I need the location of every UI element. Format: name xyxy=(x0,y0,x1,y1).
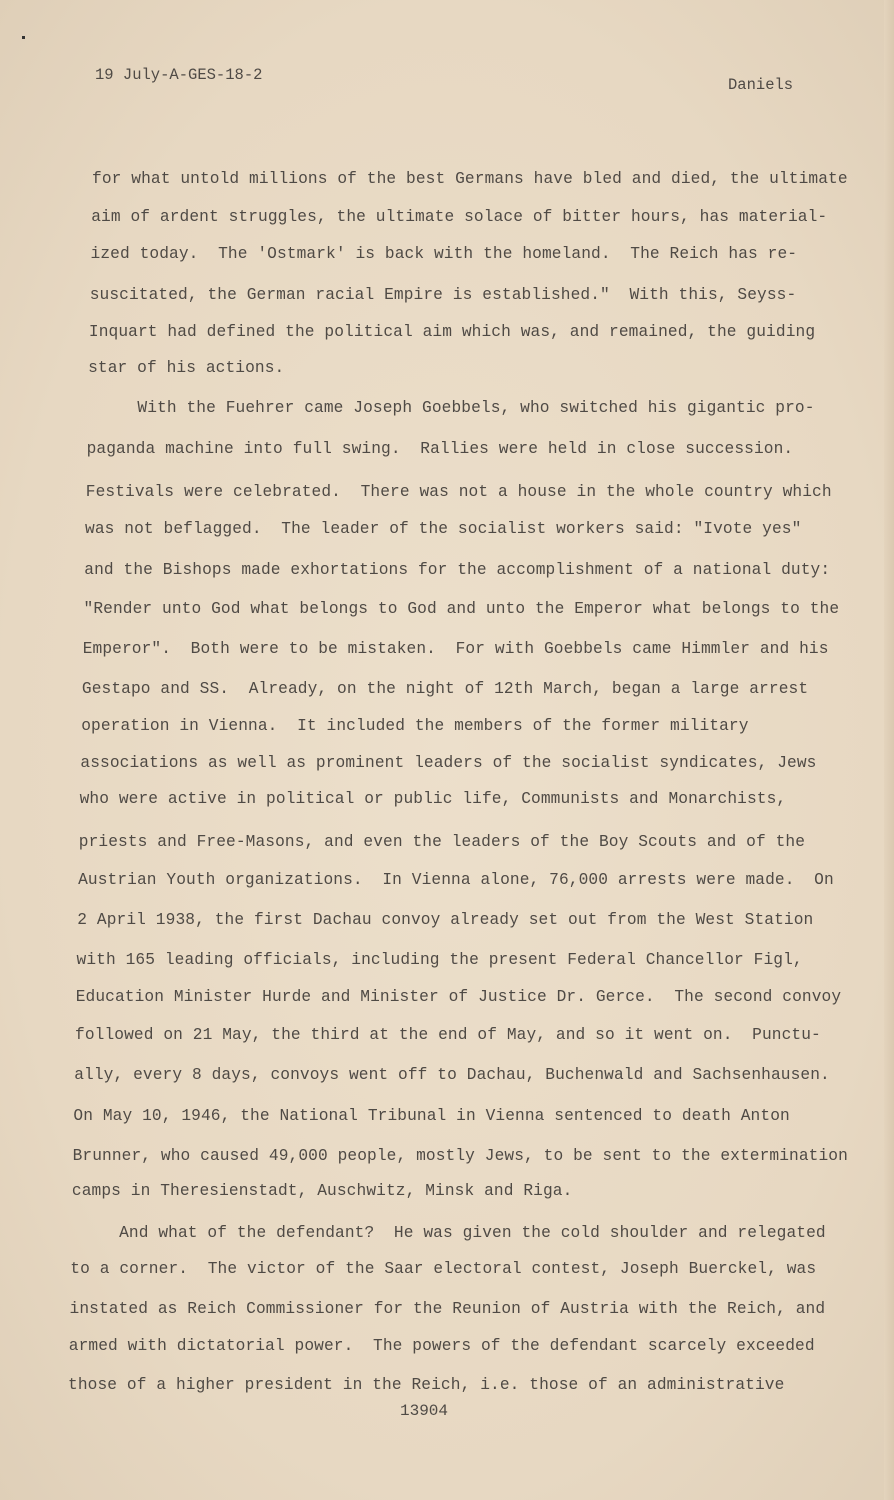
text-line: Gestapo and SS. Already, on the night of 12th March, began a large arrest xyxy=(81,680,809,698)
text-line: aim of ardent struggles, the ultimate solace of bitter hours, has material- xyxy=(91,208,828,226)
text-line: Inquart had defined the political aim which was, and remained, the guiding xyxy=(88,323,816,341)
text-line: associations as well as prominent leaders of the socialist syndicates, Jews xyxy=(80,754,817,772)
text-line: And what of the defendant? He was given the cold shoulder and relegated xyxy=(119,1224,826,1242)
text-line: Brunner, who caused 49,000 people, mostly Jews, to be sent to the extermination xyxy=(72,1147,848,1165)
text-line: 2 April 1938, the first Dachau convoy already set out from the West Station xyxy=(77,911,814,929)
text-line: Festivals were celebrated. There was not a house in the whole country which xyxy=(85,483,832,501)
text-line: for what untold millions of the best Germans have bled and died, the ultimate xyxy=(92,170,848,188)
text-line: and the Bishops made exhortations for the accomplishment of a national duty: xyxy=(84,561,831,579)
page-number: 13904 xyxy=(400,1402,449,1420)
text-line: "Render unto God what belongs to God and unto the Emperor what belongs to the xyxy=(83,600,840,618)
text-line: Emperor". Both were to be mistaken. For with Goebbels came Himmler and his xyxy=(82,640,829,658)
text-line: With the Fuehrer came Joseph Goebbels, who switched his gigantic pro- xyxy=(137,399,815,417)
text-line: to a corner. The victor of the Saar electoral contest, Joseph Buerckel, was xyxy=(70,1260,817,1278)
text-line: Education Minister Hurde and Minister of Justice Dr. Gerce. The second convoy xyxy=(75,988,842,1006)
text-line: On May 10, 1946, the National Tribunal in Vienna sentenced to death Anton xyxy=(73,1107,790,1125)
speaker-name: Daniels xyxy=(728,76,794,94)
text-line: ized today. The 'Ostmark' is back with the homeland. The Reich has re- xyxy=(90,245,798,263)
text-line: instated as Reich Commissioner for the Reunion of Austria with the Reich, and xyxy=(69,1300,826,1318)
text-line: paganda machine into full swing. Rallies were held in close succession. xyxy=(86,440,794,458)
text-line: camps in Theresienstadt, Auschwitz, Minsk and Riga. xyxy=(71,1182,573,1200)
text-line: ally, every 8 days, convoys went off to Dachau, Buchenwald and Sachsenhausen. xyxy=(74,1066,830,1084)
text-line: with 165 leading officials, including the present Federal Chancellor Figl, xyxy=(76,951,803,969)
text-line: Austrian Youth organizations. In Vienna alone, 76,000 arrests were made. On xyxy=(78,871,834,889)
text-line: operation in Vienna. It included the members of the former military xyxy=(81,717,749,735)
text-line: star of his actions. xyxy=(88,359,285,377)
page-edge xyxy=(884,0,894,1500)
text-line: priests and Free-Masons, and even the leaders of the Boy Scouts and of the xyxy=(78,833,806,851)
ink-speck xyxy=(22,36,25,39)
text-line: suscitated, the German racial Empire is established." With this, Seyss- xyxy=(89,286,797,304)
text-line: who were active in political or public life, Communists and Monarchists, xyxy=(79,790,787,808)
document-reference: 19 July-A-GES-18-2 xyxy=(95,66,263,84)
text-line: followed on 21 May, the third at the end of May, and so it went on. Punctu- xyxy=(75,1026,821,1044)
text-line: those of a higher president in the Reich, i.e. those of an administrative xyxy=(68,1376,785,1394)
text-line: was not beflagged. The leader of the socialist workers said: "Ivote yes" xyxy=(85,520,802,538)
text-line: armed with dictatorial power. The powers of the defendant scarcely exceeded xyxy=(68,1337,815,1355)
